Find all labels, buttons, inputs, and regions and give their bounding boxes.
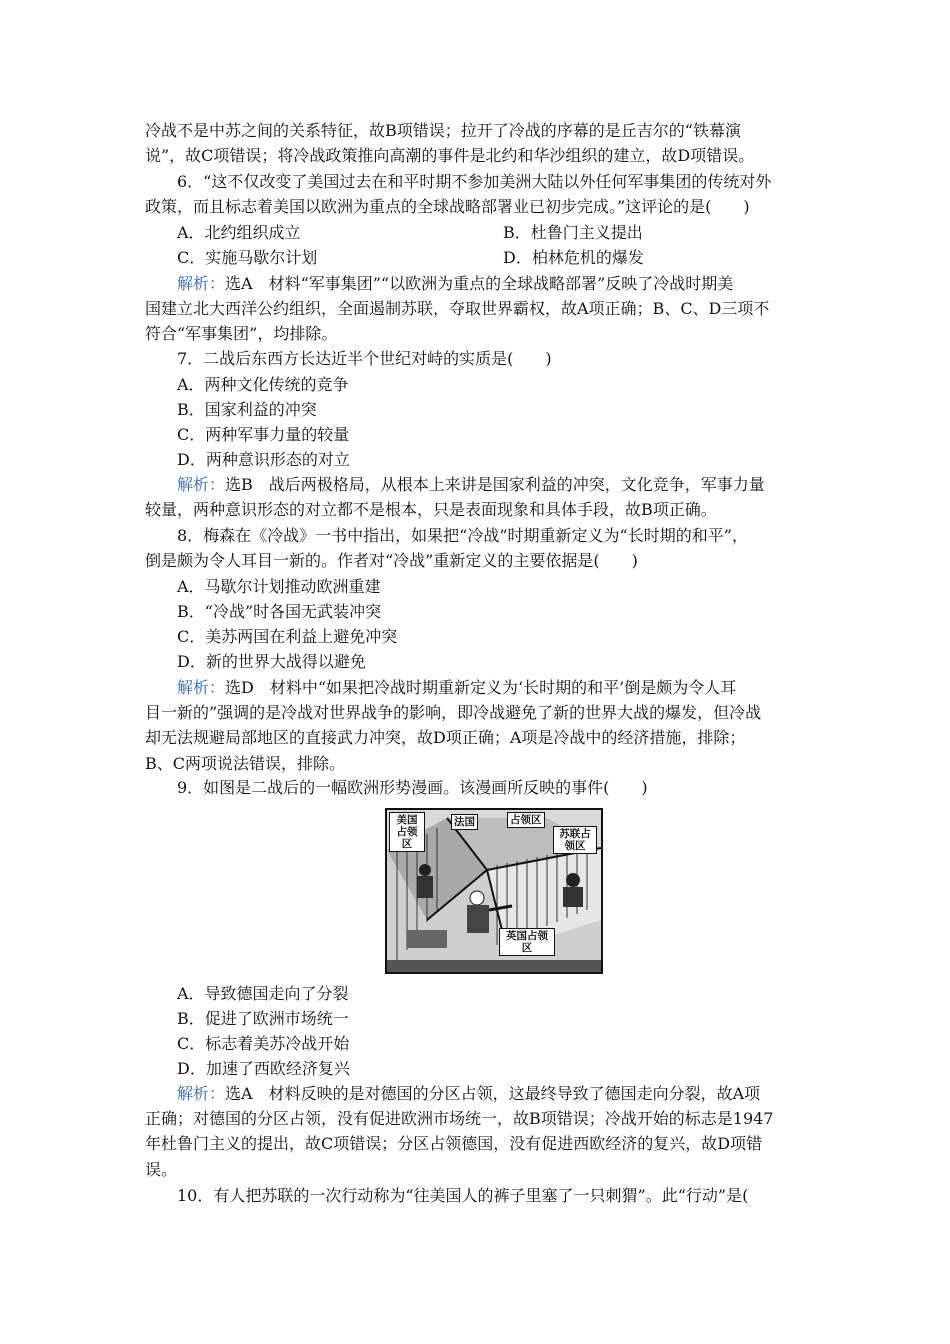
q8-analysis [145,675,807,776]
question-8-stem [145,523,807,573]
jiexi-label: 解析： [177,678,226,697]
text-line: 解析：选A 材料反映的是对德国的分区占领，这最终导致了德国走向分裂，故A项 [177,1084,761,1103]
jiexi-label: 解析： [177,475,226,494]
text-line: 政策，而且标志着美国以欧洲为重点的全球战略部署业已初步完成。”这评论的是( ) [145,197,750,217]
text-line: 倒是颇为令人耳目一新的。作者对“冷战”重新定义的主要依据是( ) [145,551,638,571]
text-line: 较量，两种意识形态的对立都不是根本，只是表面现象和具体手段，故B项正确。 [145,500,717,520]
q6-option-a: A．北约组织成立 [177,223,301,242]
analysis-continuation [145,118,807,168]
q7-analysis [145,472,807,522]
q8-option-d: D．新的世界大战得以避免 [177,652,366,671]
q9-option-d: D．加速了西欧经济复兴 [177,1059,350,1078]
question-6-stem [145,169,807,219]
q8-option-b: B．“冷战”时各国无武装冲突 [177,602,382,621]
text-line: 8．梅森在《冷战》一书中指出，如果把“冷战”时期重新定义为“长时期的和平”， [177,526,748,545]
label-occupied-zone: 占领区 [507,812,545,828]
text-line: 年杜鲁门主义的提出，故C项错误；分区占领德国，没有促进西欧经济的复兴，故D项错 [145,1134,763,1154]
label-british-zone: 英国占领 区 [499,928,555,956]
q9-option-c: C．标志着美苏冷战开始 [177,1034,350,1053]
label-soviet-zone: 苏联占 领区 [553,826,597,854]
text-line: B、C两项说法错误，排除。 [145,753,346,773]
text-line: 解析：选B 战后两极格局，从根本上来讲是国家利益的冲突，文化竞争，军事力量 [177,475,765,494]
jiexi-label: 解析： [177,274,226,293]
jiexi-label: 解析： [177,1084,226,1103]
q8-option-a: A．马歇尔计划推动欧洲重建 [177,577,381,596]
q9-option-a: A．导致德国走向了分裂 [177,984,349,1003]
text-line: 目一新的”强调的是冷战对世界战争的影响，即冷战避免了新的世界大战的爆发，但冷战 [145,703,762,723]
text-line: 国建立北大西洋公约组织，全面遏制苏联，夺取世界霸权，故A项正确；B、C、D三项不 [145,299,770,319]
text-line: 解析：选D 材料中“如果把冷战时期重新定义为‘长时期的和平’倒是颇为令人耳 [177,678,737,697]
q7-option-d: D．两种意识形态的对立 [177,450,350,469]
text-line: 正确；对德国的分区占领，没有促进欧洲市场统一，故B项错误；冷战开始的标志是1947 [145,1109,774,1129]
text-line: 说”，故C项错误；将冷战政策推向高潮的事件是北约和华沙组织的建立，故D项错误。 [145,146,755,166]
question-7-stem [145,346,807,371]
label-us-zone: 美国 占领 区 [389,812,425,852]
question-10-stem [145,1183,807,1208]
q9-analysis [145,1081,807,1182]
text-line: 7．二战后东西方长达近半个世纪对峙的实质是( ) [177,349,552,368]
text-line: 10．有人把苏联的一次行动称为“往美国人的裤子里塞了一只刺猬”。此“行动”是( [177,1186,749,1205]
q6-option-d: D．柏林危机的爆发 [503,248,644,267]
q7-option-c: C．两种军事力量的较量 [177,425,350,444]
q6-option-b: B．杜鲁门主义提出 [503,223,643,242]
q8-option-c: C．美苏两国在利益上避免冲突 [177,627,398,646]
q6-analysis [145,271,807,347]
text-line: 6．“这不仅改变了美国过去在和平时期不参加美洲大陆以外任何军事集团的传统对外 [177,172,772,191]
text-line: 却无法规避局部地区的直接武力冲突，故D项正确；A项是冷战中的经济措施，排除； [145,728,746,748]
text-line: 解析：选A 材料“军事集团”“以欧洲为重点的全球战略部署”反映了冷战时期美 [177,274,734,293]
occupation-cartoon [385,808,603,974]
q6-option-c: C．实施马歇尔计划 [177,248,318,267]
question-9-stem [145,775,807,800]
text-line: 误。 [145,1159,178,1179]
label-france: 法国 [451,814,478,830]
text-line: 符合“军事集团”，均排除。 [145,324,338,344]
q7-option-b: B．国家利益的冲突 [177,400,317,419]
q9-option-b: B．促进了欧洲市场统一 [177,1009,349,1028]
text-line: 9．如图是二战后的一幅欧洲形势漫画。该漫画所反映的事件( ) [177,778,648,797]
q7-option-a: A．两种文化传统的竞争 [177,375,349,394]
text-line: 冷战不是中苏之间的关系特征，故B项错误；拉开了冷战的序幕的是丘吉尔的“铁幕演 [145,121,741,140]
